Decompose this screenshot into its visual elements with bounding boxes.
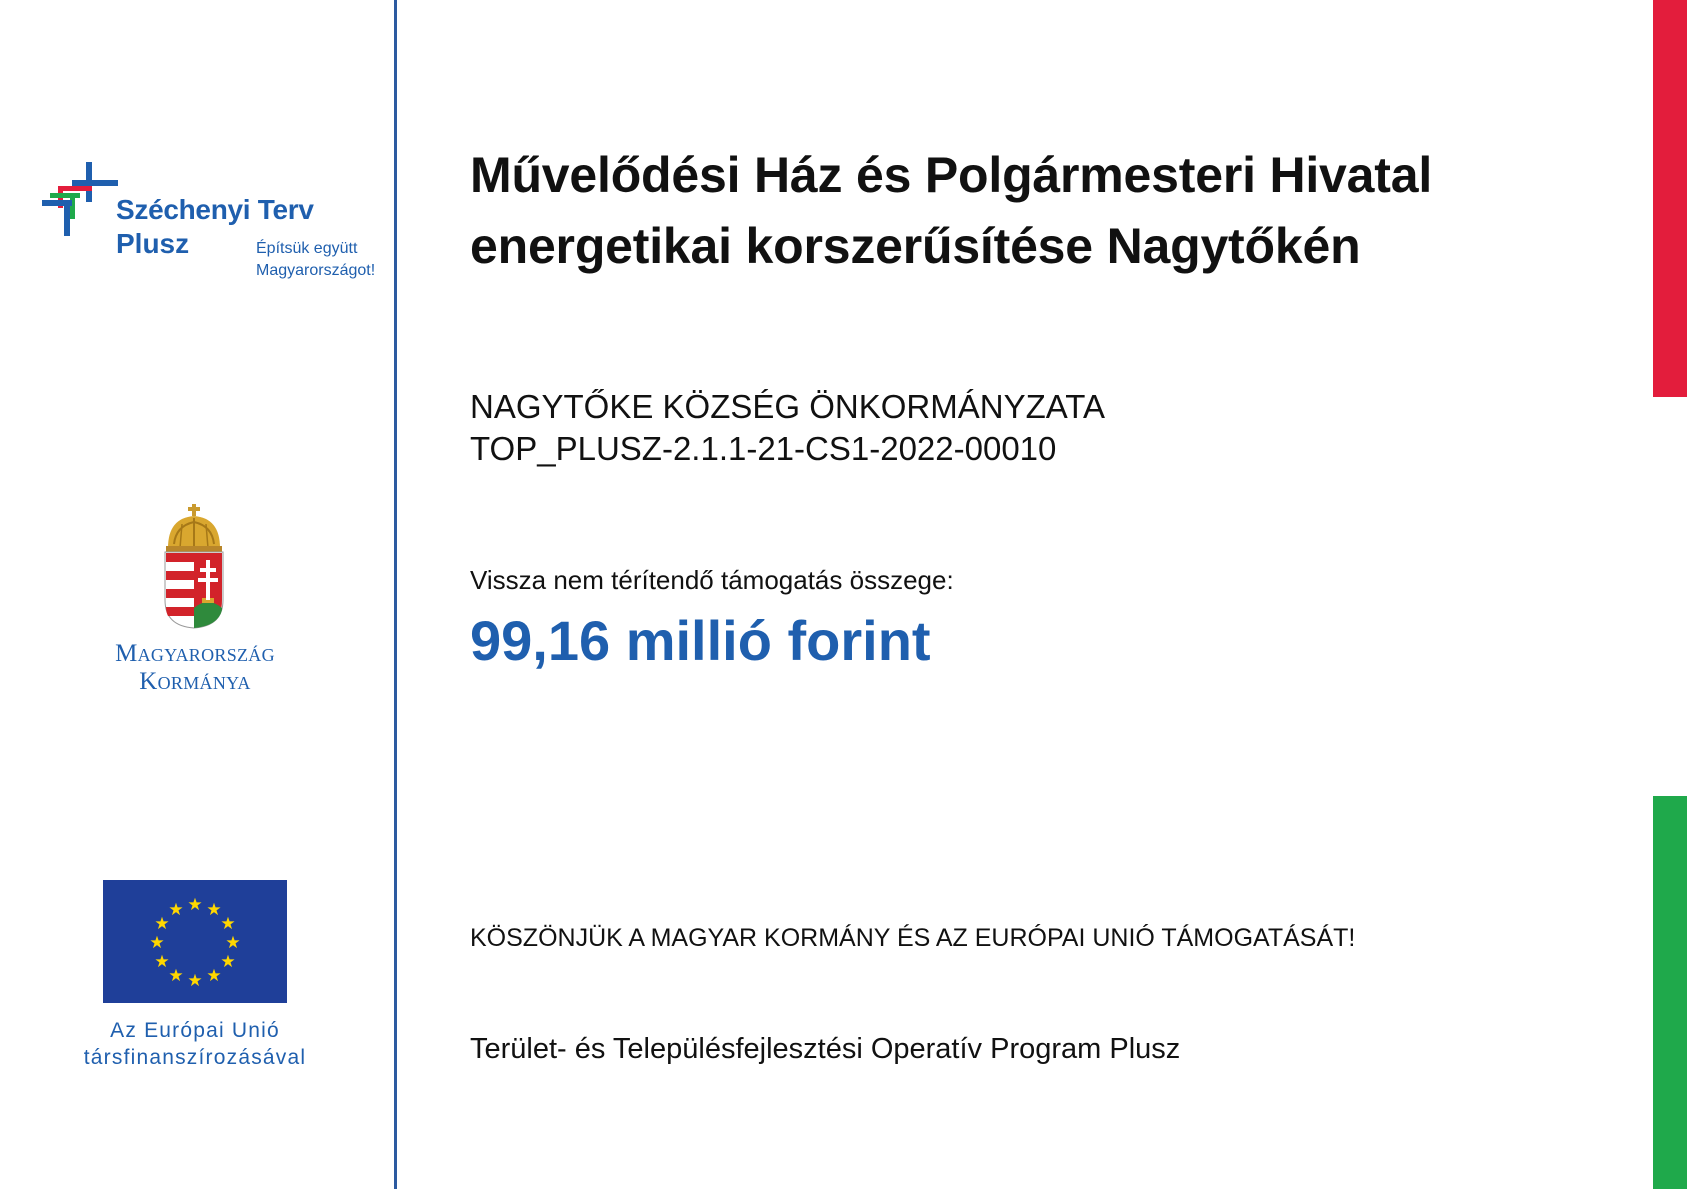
svg-text:★: ★ xyxy=(168,966,184,986)
thanks-text: KÖSZÖNJÜK A MAGYAR KORMÁNY ÉS AZ EURÓPAI UNIÓ TÁMOGATÁSÁT! xyxy=(470,924,1356,952)
vertical-divider xyxy=(394,0,397,1189)
svg-text:★: ★ xyxy=(149,933,165,953)
grant-amount: 99,16 millió forint xyxy=(470,609,931,672)
svg-text:★: ★ xyxy=(206,900,222,920)
eu-logo xyxy=(60,880,330,1080)
szechenyi-subtitle: Plusz xyxy=(116,228,190,259)
szechenyi-cross-icon xyxy=(42,160,118,240)
svg-text:★: ★ xyxy=(220,952,236,972)
svg-text:★: ★ xyxy=(206,966,222,986)
project-title-line-1: Művelődési Ház és Polgármesteri Hivatal xyxy=(470,147,1433,203)
svg-text:★: ★ xyxy=(168,900,184,920)
eu-cofinancing-text xyxy=(60,1017,330,1071)
svg-text:★: ★ xyxy=(154,914,170,934)
hungarian-coat-of-arms-icon xyxy=(162,504,228,630)
eu-line-2: társfinanszírozásával xyxy=(83,1046,307,1069)
svg-text:★: ★ xyxy=(225,933,241,953)
tagline-line-2: Magyarországot! xyxy=(256,262,376,279)
beneficiary-name: NAGYTŐKE KÖZSÉG ÖNKORMÁNYZATA xyxy=(470,388,1106,425)
grant-label: Vissza nem térítendő támogatás összege: xyxy=(470,565,954,595)
project-code: TOP_PLUSZ-2.1.1-21-CS1-2022-00010 xyxy=(470,430,1057,467)
red-stripe xyxy=(1653,0,1687,397)
government-logo xyxy=(60,504,330,704)
szechenyi-tagline xyxy=(212,238,375,282)
tagline-line-1: Építsük együtt xyxy=(256,240,358,257)
project-title-line-2: energetikai korszerűsítése Nagytőkén xyxy=(470,218,1361,274)
government-line-2: Kormánya xyxy=(139,668,251,695)
government-name xyxy=(60,640,330,696)
eu-line-1: Az Európai Unió xyxy=(110,1019,280,1042)
government-line-1: Magyarország xyxy=(115,640,275,667)
logo-column xyxy=(0,0,394,1189)
green-stripe xyxy=(1653,796,1687,1189)
program-name: Terület- és Településfejlesztési Operatív Program Plusz xyxy=(470,1033,1181,1065)
beneficiary-block xyxy=(470,386,1105,470)
project-title xyxy=(470,140,1610,282)
svg-text:★: ★ xyxy=(154,952,170,972)
szechenyi-terv-logo xyxy=(42,156,376,286)
eu-stars xyxy=(103,880,287,1003)
eu-flag-icon xyxy=(103,880,287,1003)
svg-text:★: ★ xyxy=(220,914,236,934)
svg-text:★: ★ xyxy=(187,971,203,991)
svg-text:★: ★ xyxy=(187,895,203,915)
szechenyi-title: Széchenyi Terv xyxy=(116,194,314,225)
